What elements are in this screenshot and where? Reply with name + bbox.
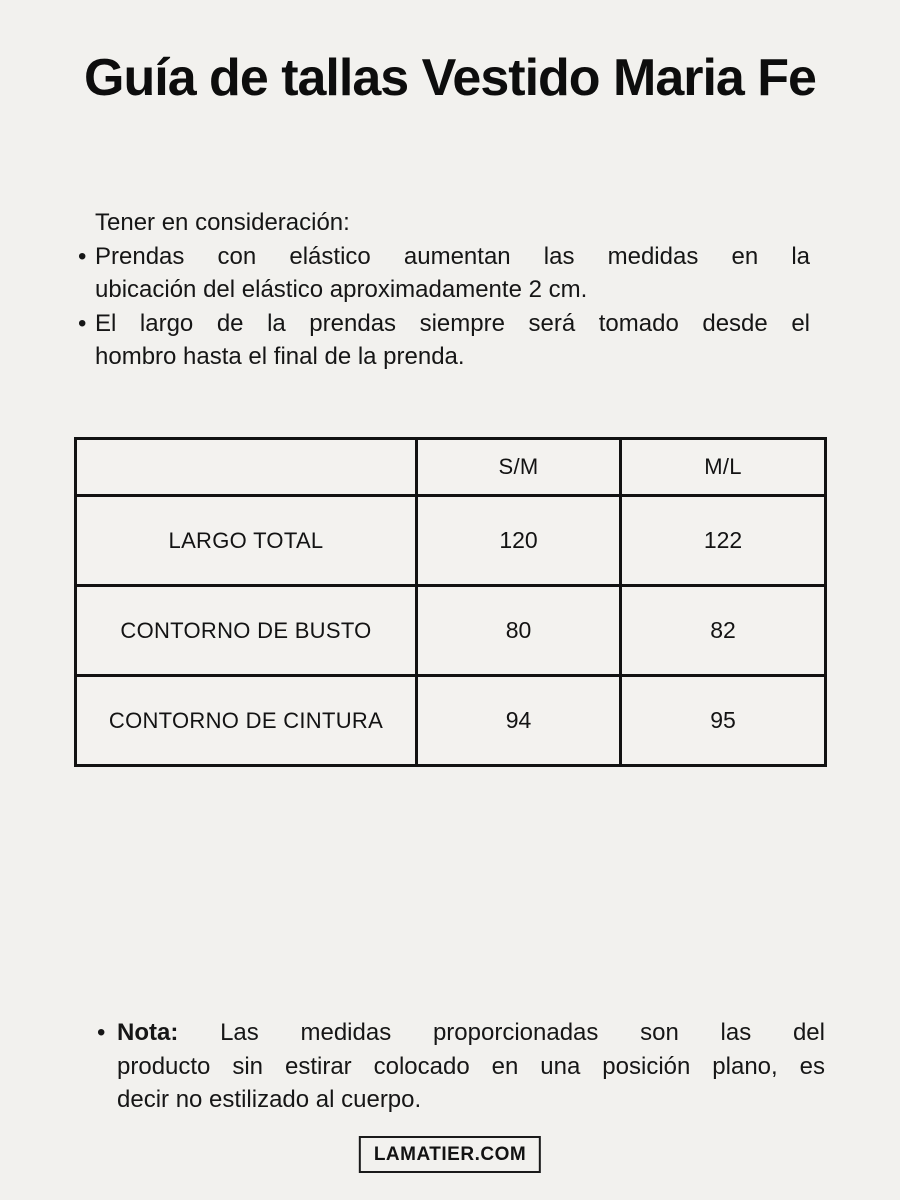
row-value-sm: 94	[417, 676, 621, 766]
bullet-icon: •	[78, 242, 87, 270]
table-row	[76, 676, 826, 766]
bullet-icon: •	[78, 309, 87, 337]
table-header-sm: S/M	[417, 439, 621, 496]
list-item-line: Prendas con elástico aumentan las medidas en la	[95, 242, 810, 270]
list-item-line: hombro hasta el final de la prenda.	[95, 343, 465, 370]
table-header-ml: M/L	[621, 439, 826, 496]
note-label: Nota:	[117, 1019, 179, 1046]
brand-box	[359, 1136, 541, 1173]
considerations-heading: Tener en consideración:	[95, 209, 350, 236]
note-line: producto sin estirar colocado en una posición plano, es	[117, 1052, 825, 1080]
table-header-empty	[76, 439, 417, 496]
page-title: Guía de tallas Vestido Maria Fe	[84, 49, 816, 107]
list-item	[78, 307, 810, 374]
row-label: CONTORNO DE BUSTO	[76, 586, 417, 676]
list-item	[78, 240, 810, 307]
table-row	[76, 586, 826, 676]
row-value-ml: 95	[621, 676, 826, 766]
table-row	[76, 496, 826, 586]
row-value-ml: 82	[621, 586, 826, 676]
note-line: decir no estilizado al cuerpo.	[117, 1086, 422, 1113]
row-label: CONTORNO DE CINTURA	[76, 676, 417, 766]
note-line	[117, 1016, 825, 1050]
table-header-row	[76, 439, 826, 496]
bullet-icon: •	[97, 1019, 106, 1046]
note-text: Las medidas proporcionadas son las del	[220, 1019, 825, 1046]
row-value-ml: 122	[621, 496, 826, 586]
list-item-line: El largo de la prendas siempre será tomado desde el	[95, 309, 810, 337]
size-table	[74, 437, 827, 767]
row-value-sm: 120	[417, 496, 621, 586]
note-section	[97, 1016, 825, 1117]
row-value-sm: 80	[417, 586, 621, 676]
brand-text: LAMATIER.COM	[373, 1143, 527, 1165]
row-label: LARGO TOTAL	[76, 496, 417, 586]
list-item-line: ubicación del elástico aproximadamente 2 cm.	[95, 276, 588, 303]
considerations-section	[78, 206, 810, 374]
